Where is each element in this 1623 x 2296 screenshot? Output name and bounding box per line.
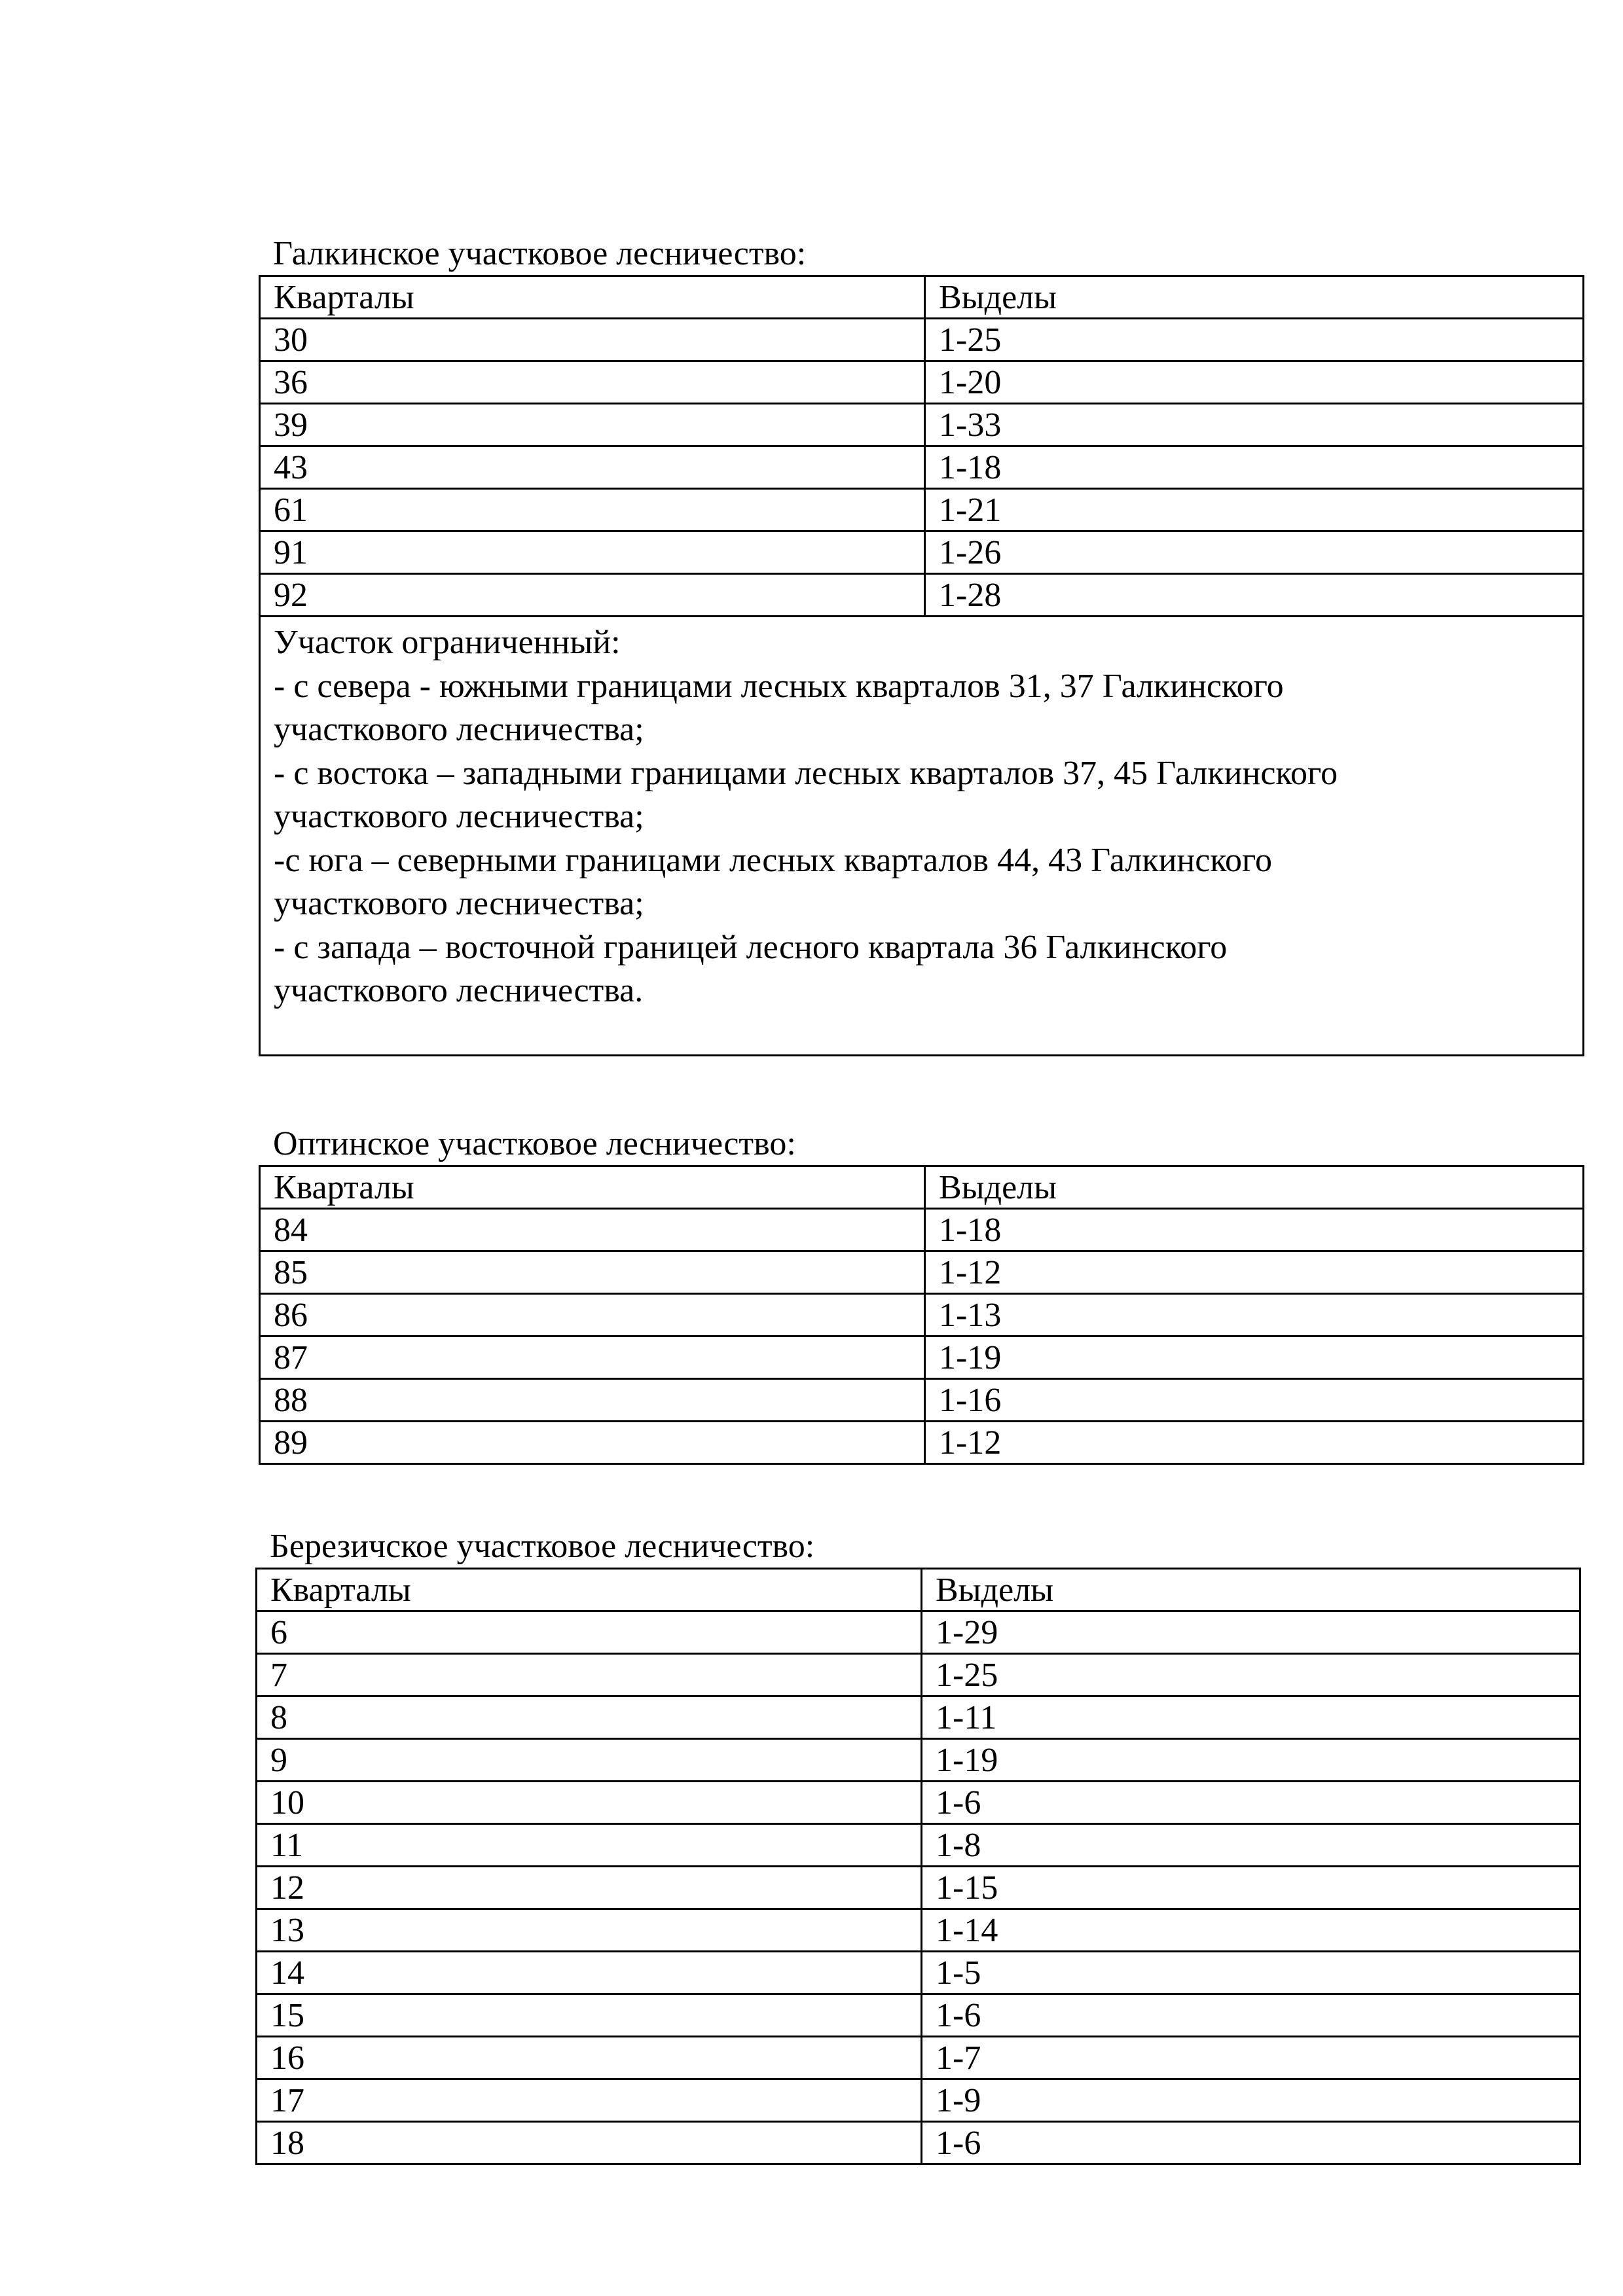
note-line: участкового лесничества; (274, 885, 644, 922)
quarter-cell: 13 (257, 1909, 922, 1952)
header-vydely: Выделы (922, 1569, 1580, 1611)
table-row (260, 1336, 1584, 1379)
table-row (260, 319, 1584, 361)
section-berezichskoe (255, 1528, 1581, 2165)
table-row (260, 1209, 1584, 1251)
section-galkinskoe (259, 236, 1584, 1056)
allotment-range-cell: 1-28 (925, 574, 1584, 617)
quarter-cell: 30 (260, 319, 925, 361)
section-title: Оптинское участковое лесничество: (273, 1125, 796, 1162)
allotment-range-cell: 1-8 (922, 1824, 1580, 1867)
quarter-cell: 17 (257, 2079, 922, 2122)
allotment-range-cell: 1-13 (925, 1294, 1584, 1336)
note-line: - с севера - южными границами лесных кварталов 31, 37 Галкинского (274, 667, 1284, 705)
header-kvartaly: Кварталы (260, 276, 925, 319)
quarter-cell: 11 (257, 1824, 922, 1867)
table-row (257, 1739, 1580, 1782)
allotment-range-cell: 1-25 (925, 319, 1584, 361)
quarter-cell: 84 (260, 1209, 925, 1251)
allotment-range-cell: 1-12 (925, 1422, 1584, 1464)
quarters-table (259, 1165, 1584, 1465)
allotment-range-cell: 1-15 (922, 1867, 1580, 1909)
quarter-cell: 7 (257, 1654, 922, 1696)
allotment-range-cell: 1-6 (922, 2122, 1580, 2164)
allotment-range-cell: 1-19 (925, 1336, 1584, 1379)
allotment-range-cell: 1-18 (925, 1209, 1584, 1251)
quarter-cell: 8 (257, 1696, 922, 1739)
allotment-range-cell: 1-20 (925, 361, 1584, 404)
table-row (260, 404, 1584, 446)
quarters-table (255, 1568, 1581, 2165)
note-line: - с запада – восточной границей лесного квартала 36 Галкинского (274, 928, 1228, 966)
section-title: Березичское участковое лесничество: (270, 1528, 815, 1565)
allotment-range-cell: 1-33 (925, 404, 1584, 446)
note-line: -с юга – северными границами лесных кварталов 44, 43 Галкинского (274, 841, 1272, 879)
boundary-note (260, 617, 1584, 1056)
note-title: Участок ограниченный: (274, 624, 621, 661)
table-row (257, 1994, 1580, 2037)
quarter-cell: 86 (260, 1294, 925, 1336)
table-row (260, 1251, 1584, 1294)
table-row (257, 1782, 1580, 1824)
quarter-cell: 36 (260, 361, 925, 404)
header-vydely: Выделы (925, 276, 1584, 319)
note-line: участкового лесничества; (274, 711, 644, 748)
quarters-table (259, 275, 1584, 1056)
note-row (260, 617, 1584, 1056)
allotment-range-cell: 1-9 (922, 2079, 1580, 2122)
quarter-cell: 12 (257, 1867, 922, 1909)
table-row (260, 1422, 1584, 1464)
header-kvartaly: Кварталы (257, 1569, 922, 1611)
table-row (260, 531, 1584, 574)
table-row (257, 1909, 1580, 1952)
header-kvartaly: Кварталы (260, 1166, 925, 1209)
allotment-range-cell: 1-7 (922, 2037, 1580, 2079)
allotment-range-cell: 1-11 (922, 1696, 1580, 1739)
table-row (260, 1294, 1584, 1336)
table-row (257, 1654, 1580, 1696)
table-row (257, 2079, 1580, 2122)
allotment-range-cell: 1-5 (922, 1952, 1580, 1994)
quarter-cell: 85 (260, 1251, 925, 1294)
table-row (260, 489, 1584, 531)
table-row (257, 1867, 1580, 1909)
quarter-cell: 61 (260, 489, 925, 531)
table-header-row (260, 276, 1584, 319)
section-title: Галкинское участковое лесничество: (273, 235, 807, 272)
table-row (257, 1824, 1580, 1867)
table-header-row (257, 1569, 1580, 1611)
quarter-cell: 87 (260, 1336, 925, 1379)
table-header-row (260, 1166, 1584, 1209)
quarter-cell: 18 (257, 2122, 922, 2164)
quarter-cell: 43 (260, 446, 925, 489)
allotment-range-cell: 1-6 (922, 1782, 1580, 1824)
quarter-cell: 15 (257, 1994, 922, 2037)
table-row (257, 1611, 1580, 1654)
table-row (257, 1696, 1580, 1739)
allotment-range-cell: 1-29 (922, 1611, 1580, 1654)
section-optinskoe (259, 1126, 1584, 1465)
quarter-cell: 91 (260, 531, 925, 574)
allotment-range-cell: 1-12 (925, 1251, 1584, 1294)
quarter-cell: 9 (257, 1739, 922, 1782)
note-line: участкового лесничества. (274, 972, 644, 1009)
quarter-cell: 92 (260, 574, 925, 617)
quarter-cell: 16 (257, 2037, 922, 2079)
table-row (257, 2037, 1580, 2079)
table-row (257, 1952, 1580, 1994)
quarter-cell: 39 (260, 404, 925, 446)
allotment-range-cell: 1-18 (925, 446, 1584, 489)
note-line: - с востока – западными границами лесных кварталов 37, 45 Галкинского (274, 754, 1338, 792)
quarter-cell: 88 (260, 1379, 925, 1422)
allotment-range-cell: 1-6 (922, 1994, 1580, 2037)
table-row (257, 2122, 1580, 2164)
table-row (260, 1379, 1584, 1422)
note-line: участкового лесничества; (274, 798, 644, 835)
header-vydely: Выделы (925, 1166, 1584, 1209)
allotment-range-cell: 1-26 (925, 531, 1584, 574)
allotment-range-cell: 1-19 (922, 1739, 1580, 1782)
quarter-cell: 89 (260, 1422, 925, 1464)
allotment-range-cell: 1-21 (925, 489, 1584, 531)
quarter-cell: 10 (257, 1782, 922, 1824)
allotment-range-cell: 1-14 (922, 1909, 1580, 1952)
allotment-range-cell: 1-16 (925, 1379, 1584, 1422)
quarter-cell: 14 (257, 1952, 922, 1994)
quarter-cell: 6 (257, 1611, 922, 1654)
table-row (260, 361, 1584, 404)
allotment-range-cell: 1-25 (922, 1654, 1580, 1696)
table-row (260, 446, 1584, 489)
table-row (260, 574, 1584, 617)
